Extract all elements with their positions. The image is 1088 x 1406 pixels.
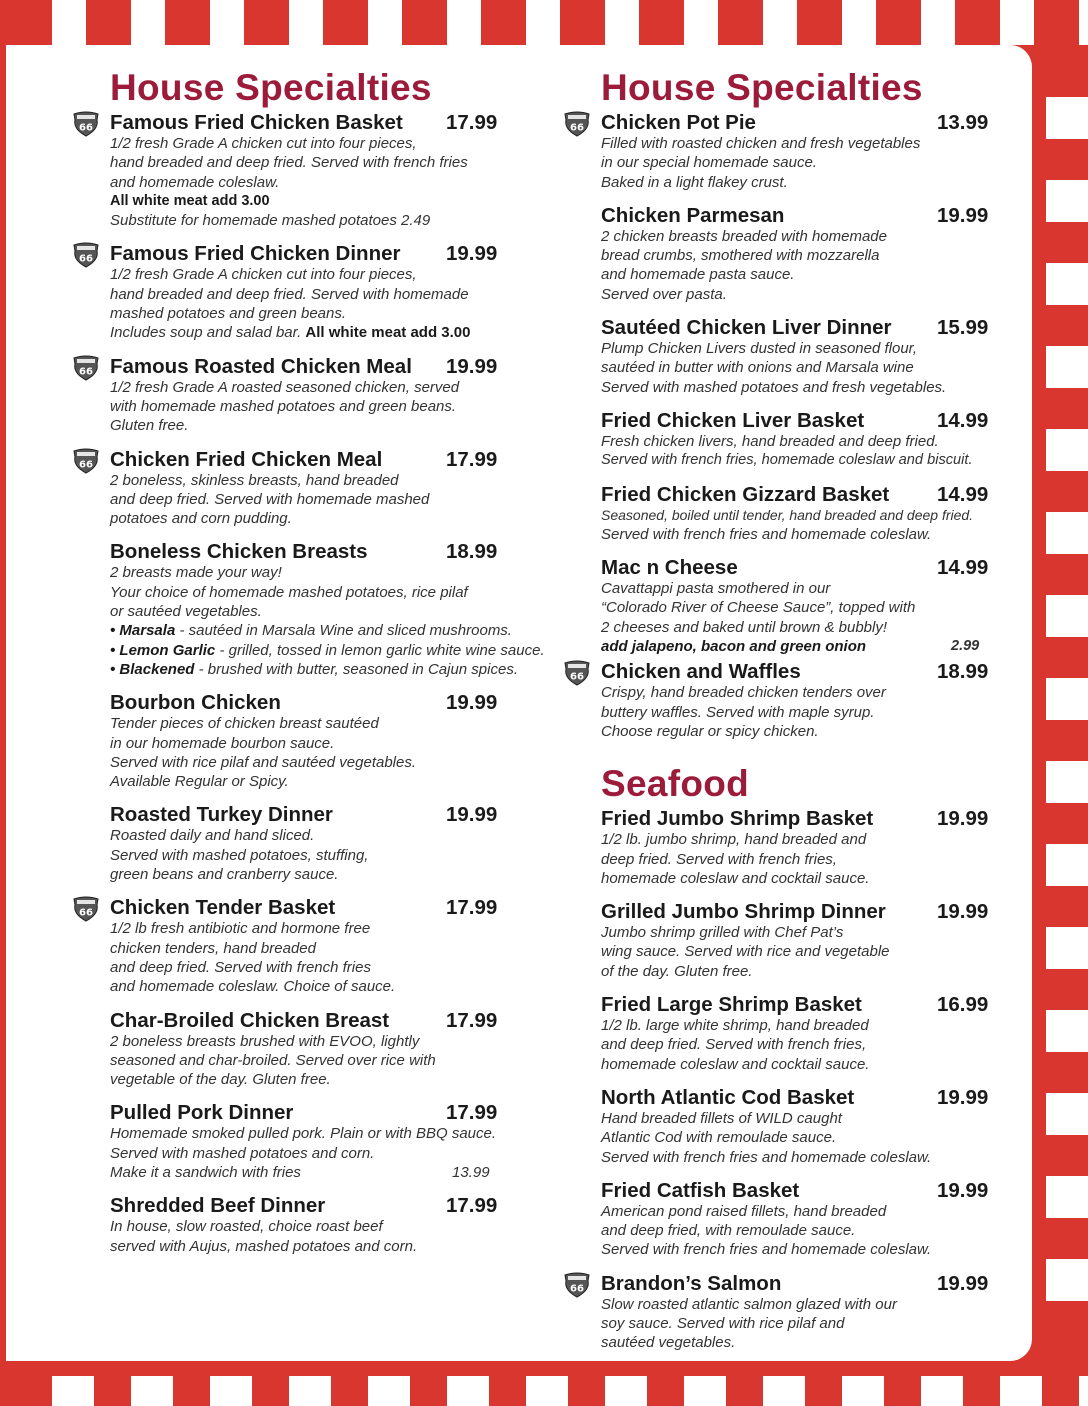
item-name: Shredded Beef Dinner (110, 1194, 326, 1218)
item-description: in our homemade bourbon sauce. (110, 734, 335, 752)
menu-item (570, 660, 1021, 741)
item-description: mashed potatoes and green beans. (110, 305, 347, 323)
item-name: Char-Broiled Chicken Breast (110, 1008, 390, 1032)
item-description: with homemade mashed potatoes and green beans. (110, 397, 457, 415)
item-description: and homemade coleslaw. Choice of sauce. (110, 978, 396, 996)
checker-square (52, 0, 86, 45)
section-title-house-specialties: House Specialties (601, 67, 923, 108)
item-description: vegetable of the day. Gluten free. (110, 1071, 331, 1089)
item-description: Crispy, hand breaded chicken tenders over (601, 684, 886, 702)
checker-square (1046, 1176, 1088, 1218)
menu-item (110, 540, 550, 679)
item-name: Famous Roasted Chicken Meal (110, 354, 412, 378)
svg-text:66: 66 (79, 122, 93, 134)
item-description: Baked in a light flakey crust. (601, 173, 788, 191)
route-66-shield-icon (563, 660, 591, 686)
checker-square (1046, 761, 1088, 803)
item-description: Includes soup and salad bar. (110, 324, 306, 342)
item-price: 17.99 (446, 896, 498, 920)
addon-price: 2.99 (951, 638, 980, 655)
item-description: Cavattappi pasta smothered in our (601, 580, 831, 598)
menu-item (601, 993, 1021, 1074)
item-name: Chicken Pot Pie (601, 111, 756, 134)
checker-square (1046, 180, 1088, 222)
item-description: and homemade pasta sauce. (601, 266, 795, 284)
item-name: Fried Jumbo Shrimp Basket (601, 807, 874, 831)
item-description: soy sauce. Served with rice pilaf and (601, 1314, 845, 1332)
item-name: Fried Chicken Gizzard Basket (601, 482, 890, 506)
item-description: In house, slow roasted, choice roast beef (110, 1218, 383, 1236)
menu-item (601, 1179, 1021, 1260)
item-description: seasoned and char-broiled. Served over rice with (110, 1051, 436, 1069)
menu-item (110, 1101, 550, 1182)
menu-item (601, 409, 1021, 471)
item-name: Fried Large Shrimp Basket (601, 993, 862, 1017)
checker-square (1046, 1093, 1088, 1135)
menu-item (79, 242, 550, 342)
svg-text:66: 66 (570, 122, 584, 134)
item-description: of the day. Gluten free. (601, 962, 753, 980)
checker-square (526, 1376, 568, 1406)
item-price: 16.99 (937, 993, 989, 1017)
item-price: 19.99 (937, 1178, 989, 1202)
item-description: wing sauce. Served with rice and vegetable (601, 943, 890, 961)
item-description: Filled with roasted chicken and fresh vegetables (601, 135, 921, 152)
item-price: 14.99 (937, 408, 989, 432)
checker-square (1046, 595, 1088, 637)
menu-item (110, 691, 550, 791)
checker-square (1079, 0, 1088, 45)
checker-square (52, 1376, 94, 1406)
item-description: homemade coleslaw and cocktail sauce. (601, 869, 870, 887)
item-description: served with Aujus, mashed potatoes and corn. (110, 1237, 418, 1255)
route-66-shield-icon (563, 111, 591, 137)
checker-square (921, 1376, 963, 1406)
item-name: Chicken and Waffles (601, 660, 801, 684)
checker-square (526, 0, 560, 45)
menu-item (601, 900, 1021, 981)
item-description: and deep fried. Served with french fries (110, 958, 371, 976)
checker-square (1000, 0, 1034, 45)
checker-square (921, 0, 955, 45)
checker-square (1046, 346, 1088, 388)
item-description: potatoes and corn pudding. (110, 510, 292, 528)
checker-square (210, 0, 244, 45)
checker-square (447, 0, 481, 45)
checker-square (763, 1376, 805, 1406)
addon-label: add jalapeno, bacon and green onion (601, 638, 867, 656)
item-name: Roasted Turkey Dinner (110, 803, 333, 827)
item-price: 17.99 (446, 1008, 498, 1032)
menu-item (570, 111, 1021, 192)
item-price: 19.99 (937, 900, 989, 924)
item-description: Seasoned, boiled until tender, hand breaded and deep fried. (601, 506, 974, 523)
menu-item (601, 483, 1021, 545)
item-description: buttery waffles. Served with maple syrup. (601, 703, 875, 721)
item-description: Served with mashed potatoes and corn. (110, 1144, 375, 1162)
item-description: Served with french fries and homemade coleslaw. (601, 1148, 932, 1166)
svg-text:66: 66 (570, 1283, 584, 1295)
item-description: Choose regular or spicy chicken. (601, 722, 819, 740)
svg-text:66: 66 (79, 366, 93, 378)
checker-square (368, 1376, 410, 1406)
item-description: bread crumbs, smothered with mozzarella (601, 247, 880, 265)
svg-text:66: 66 (79, 907, 93, 919)
item-description: “Colorado River of Cheese Sauce”, topped with (601, 599, 916, 617)
item-option-blackened (110, 660, 550, 679)
checker-square (605, 1376, 647, 1406)
item-description: Atlantic Cod with remoulade sauce. (601, 1129, 837, 1147)
item-description: Served over pasta. (601, 285, 727, 303)
menu-item (601, 556, 1021, 656)
item-description: hand breaded and deep fried. Served with homemade (110, 285, 469, 303)
route-66-shield-icon (72, 448, 100, 474)
menu-item (601, 1086, 1021, 1167)
item-addon-note: All white meat add 3.00 (110, 192, 270, 209)
item-description: green beans and cranberry sauce. (110, 866, 339, 884)
item-name: Chicken Parmesan (601, 203, 785, 227)
menu-item (110, 1009, 550, 1090)
item-sandwich-option (110, 1163, 550, 1182)
item-description: Fresh chicken livers, hand breaded and deep fried. (601, 432, 939, 450)
checker-square (1046, 678, 1088, 720)
item-description: Hand breaded fillets of WILD caught (601, 1109, 842, 1127)
option-name: • Lemon Garlic (110, 641, 216, 659)
item-price: 13.99 (937, 111, 989, 134)
item-price: 19.99 (937, 1271, 989, 1295)
item-description: Served with mashed potatoes and fresh vegetables. (601, 378, 947, 396)
item-description: 1/2 fresh Grade A chicken cut into four pieces, (110, 135, 417, 152)
item-description: Served with rice pilaf and sautéed vegetables. (110, 753, 417, 771)
menu-item (79, 111, 550, 230)
item-description: 2 breasts made your way! (110, 564, 282, 582)
item-description: Tender pieces of chicken breast sautéed (110, 715, 379, 733)
checker-square (1046, 97, 1088, 139)
route-66-shield-icon (563, 1272, 591, 1298)
item-price: 18.99 (446, 540, 498, 564)
item-description: or sautéed vegetables. (110, 603, 262, 621)
item-description: sautéed vegetables. (601, 1334, 736, 1352)
item-price: 15.99 (937, 316, 989, 340)
item-addon-note: All white meat add 3.00 (305, 324, 471, 342)
item-description: American pond raised fillets, hand breaded (601, 1202, 887, 1220)
item-description: 2 boneless, skinless breasts, hand breaded (110, 471, 399, 489)
menu-item (79, 354, 550, 436)
item-name: Chicken Fried Chicken Meal (110, 447, 383, 471)
item-description: 2 cheeses and baked until brown & bubbly! (601, 618, 888, 636)
item-price: 17.99 (446, 1194, 498, 1218)
item-price: 18.99 (937, 660, 989, 684)
checker-square (1046, 263, 1088, 305)
checker-square (289, 1376, 331, 1406)
option-description: - brushed with butter, seasoned in Cajun spices. (194, 660, 518, 678)
menu-item (601, 316, 1021, 397)
item-description: 2 chicken breasts breaded with homemade (601, 227, 887, 245)
section-title-house-specialties: House Specialties (110, 67, 432, 108)
item-description: 1/2 fresh Grade A chicken cut into four pieces, (110, 266, 417, 284)
item-price: 17.99 (446, 1101, 498, 1125)
item-description: Jumbo shrimp grilled with Chef Pat’s (601, 924, 844, 942)
checker-square (1046, 512, 1088, 554)
item-description: Served with french fries and homemade coleslaw. (601, 525, 932, 543)
item-price: 14.99 (937, 482, 989, 506)
checker-square (289, 0, 323, 45)
menu-item (601, 807, 1021, 888)
item-name: Fried Catfish Basket (601, 1178, 800, 1202)
svg-text:66: 66 (570, 671, 584, 683)
item-name: Brandon’s Salmon (601, 1271, 782, 1295)
item-description: and deep fried. Served with homemade mashed (110, 490, 430, 508)
item-description: 1/2 lb fresh antibiotic and hormone free (110, 920, 371, 938)
item-description-last (110, 323, 550, 342)
item-description: Roasted daily and hand sliced. (110, 827, 315, 845)
item-description: Your choice of homemade mashed potatoes, rice pilaf (110, 583, 468, 601)
item-description: sautéed in butter with onions and Marsala wine (601, 359, 914, 377)
item-name: Mac n Cheese (601, 556, 738, 580)
option-description: - grilled, tossed in lemon garlic white wine sauce. (215, 641, 545, 659)
checker-square (763, 0, 797, 45)
item-description: Homemade smoked pulled pork. Plain or with BBQ sauce. (110, 1125, 497, 1143)
route-66-shield-icon (72, 896, 100, 922)
item-price: 19.99 (446, 242, 498, 266)
item-name: Bourbon Chicken (110, 691, 281, 715)
checker-square (368, 0, 402, 45)
item-description: and homemade coleslaw. (110, 173, 280, 191)
route-66-shield-icon (72, 355, 100, 381)
item-description: Gluten free. (110, 417, 189, 435)
item-description: deep fried. Served with french fries, (601, 850, 837, 868)
item-description: 1/2 lb. jumbo shrimp, hand breaded and (601, 831, 867, 849)
item-description: and deep fried. Served with french fries, (601, 1036, 867, 1054)
checker-square (131, 0, 165, 45)
checker-square (1046, 1259, 1088, 1301)
item-name: Boneless Chicken Breasts (110, 540, 368, 564)
section-title-seafood: Seafood (601, 763, 750, 805)
item-price: 17.99 (446, 447, 498, 471)
checker-square (684, 1376, 726, 1406)
item-description: 2 boneless breasts brushed with EVOO, lightly (110, 1032, 420, 1050)
item-description: homemade coleslaw and cocktail sauce. (601, 1055, 870, 1073)
item-sub-price: 13.99 (452, 1163, 490, 1181)
checker-square (210, 1376, 252, 1406)
item-description: in our special homemade sauce. (601, 154, 817, 172)
svg-text:66: 66 (79, 253, 93, 265)
checker-square (1046, 927, 1088, 969)
item-price: 19.99 (446, 691, 498, 715)
item-substitute-note: Substitute for homemade mashed potatoes 2.49 (110, 212, 431, 230)
checker-square (1000, 1376, 1042, 1406)
menu-item (79, 896, 550, 996)
item-name: Grilled Jumbo Shrimp Dinner (601, 900, 886, 924)
route-66-shield-icon (72, 111, 100, 137)
item-description: chicken tenders, hand breaded (110, 939, 316, 957)
item-name: Famous Fried Chicken Dinner (110, 242, 401, 266)
item-name: Pulled Pork Dinner (110, 1101, 294, 1125)
option-description: - sautéed in Marsala Wine and sliced mushrooms. (175, 622, 512, 640)
item-description: Served with french fries, homemade coleslaw and biscuit. (601, 452, 973, 469)
item-price: 19.99 (446, 354, 498, 378)
checker-square (605, 0, 639, 45)
item-description: Slow roasted atlantic salmon glazed with our (601, 1295, 897, 1313)
menu-item (110, 1194, 550, 1256)
item-description: Served with french fries and homemade coleslaw. (601, 1241, 932, 1259)
item-description: Make it a sandwich with fries (110, 1163, 301, 1181)
option-name: • Blackened (110, 660, 195, 678)
item-name: Fried Chicken Liver Basket (601, 408, 865, 432)
item-price: 14.99 (937, 556, 989, 580)
item-name: Famous Fried Chicken Basket (110, 111, 403, 134)
checker-square (842, 0, 876, 45)
menu-item (79, 447, 550, 529)
checker-square (1046, 844, 1088, 886)
item-description: and deep fried, with remoulade sauce. (601, 1222, 856, 1240)
item-name: Chicken Tender Basket (110, 896, 336, 920)
checker-square (842, 1376, 884, 1406)
item-addon (601, 637, 1021, 656)
right-column (570, 67, 1021, 1365)
checker-square (131, 1376, 173, 1406)
checker-square (447, 1376, 489, 1406)
item-name: Sautéed Chicken Liver Dinner (601, 316, 892, 340)
item-description: Available Regular or Spicy. (110, 773, 289, 791)
menu-item (601, 204, 1021, 304)
item-description: hand breaded and deep fried. Served with french fries (110, 154, 468, 172)
item-option-marsala (110, 621, 550, 640)
checker-square (1046, 429, 1088, 471)
left-column (79, 67, 550, 1268)
checker-square (1079, 1376, 1088, 1406)
item-price: 19.99 (446, 803, 498, 827)
svg-text:66: 66 (79, 459, 93, 471)
item-description: Served with mashed potatoes, stuffing, (110, 846, 369, 864)
item-option-lemon-garlic (110, 641, 550, 660)
checker-square (1046, 1010, 1088, 1052)
item-price: 19.99 (937, 1085, 989, 1109)
checker-square (684, 0, 718, 45)
item-price: 17.99 (446, 111, 498, 134)
menu-item (110, 803, 550, 884)
item-description: 1/2 lb. large white shrimp, hand breaded (601, 1017, 869, 1035)
route-66-shield-icon (72, 242, 100, 268)
item-price: 19.99 (937, 203, 989, 227)
menu-item (570, 1271, 1021, 1353)
item-price: 19.99 (937, 807, 989, 831)
option-name: • Marsala (110, 622, 176, 640)
item-description: 1/2 fresh Grade A roasted seasoned chicken, served (110, 378, 460, 396)
item-name: North Atlantic Cod Basket (601, 1085, 855, 1109)
item-description: Plump Chicken Livers dusted in seasoned flour, (601, 340, 918, 358)
